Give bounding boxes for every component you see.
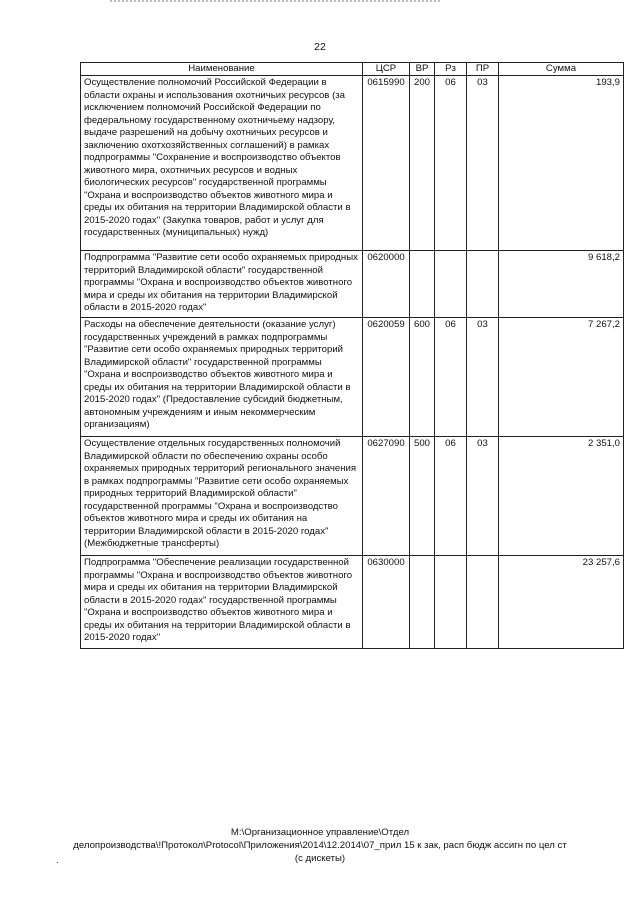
row-vr (410, 556, 435, 649)
row-name: Расходы на обеспечение деятельности (оказание услуг) государственных учреждений в рамках подпрограммы "Развитие сети особо охраняемых природных территорий Владимирской области" государственной программы "Охрана и воспроизводство объектов животного мира и среды их обитания на территории Владимирской области в 2015-2020 годах" (Предоставление субсидий бюджетным, автономным учреждениям и иным некоммерческим организациям) (81, 318, 363, 437)
row-rz: 06 (435, 437, 467, 556)
page-number: 22 (314, 41, 326, 53)
budget-table (80, 62, 624, 649)
row-rz (435, 556, 467, 649)
row-csr: 0620059 (363, 318, 410, 437)
row-rz: 06 (435, 318, 467, 437)
table-row (81, 76, 624, 251)
row-name: Подпрограмма "Обеспечение реализации государственной программы "Охрана и воспроизводство объектов животного мира и среды их обитания на территории Владимирской области в 2015-2020 годах" государственной программы "Охрана и воспроизводство объектов животного мира и среды их обитания на территории Владимирской области в 2015-2020 годах" (81, 556, 363, 649)
row-pr (467, 556, 499, 649)
row-csr: 0620000 (363, 251, 410, 318)
row-sum: 193,9 (499, 76, 624, 251)
row-sum: 2 351,0 (499, 437, 624, 556)
file-path-footer (40, 826, 600, 865)
row-csr: 0630000 (363, 556, 410, 649)
header-sum: Сумма (499, 63, 624, 76)
scan-dot: · (56, 857, 59, 867)
row-sum: 7 267,2 (499, 318, 624, 437)
footer-line-2: делопроизводства\!Протокол\Protocol\Приложения\2014\12.2014\07_прил 15 к зак, расп бюдж ассигн по цел ст (73, 840, 567, 851)
row-pr: 03 (467, 318, 499, 437)
row-rz: 06 (435, 76, 467, 251)
row-csr: 0627090 (363, 437, 410, 556)
row-sum: 23 257,6 (499, 556, 624, 649)
row-vr: 200 (410, 76, 435, 251)
header-rz: Рз (435, 63, 467, 76)
header-pr: ПР (467, 63, 499, 76)
header-vr: ВР (410, 63, 435, 76)
header-csr: ЦСР (363, 63, 410, 76)
table-row (81, 318, 624, 437)
row-name: Осуществление отдельных государственных полномочий Владимирской области по обеспечению охраны особо охраняемых природных территорий регионального значения в рамках подпрограммы "Развитие сети особо охраняемых природных территорий Владимирской области" государственной программы "Охрана и воспроизводство объектов животного мира и среды их обитания на территории Владимирской области в 2015-2020 годах" (Межбюджетные трансферты) (81, 437, 363, 556)
table-row (81, 437, 624, 556)
row-pr (467, 251, 499, 318)
row-vr: 600 (410, 318, 435, 437)
row-name: Подпрограмма "Развитие сети особо охраняемых природных территорий Владимирской области" государственной программы "Охрана и воспроизводство объектов животного мира и среды их обитания на территории Владимирской области в 2015-2020 годах" (81, 251, 363, 318)
table-row (81, 251, 624, 318)
footer-line-3: (с дискеты) (294, 853, 346, 864)
row-vr: 500 (410, 437, 435, 556)
row-vr (410, 251, 435, 318)
row-name: Осуществление полномочий Российской Федерации в области охраны и использования охотничьих ресурсов (за исключением полномочий Российской Федерации по федеральному государственному охотничьему надзору, выдаче разрешений на добычу охотничьих ресурсов и заключению охотхозяйственных соглашений) в рамках подпрограммы "Сохранение и воспроизводство объектов животного мира, охотничьих ресурсов и водных биологических ресурсов" государственной программы "Охрана и воспроизводство объектов животного мира и среды их обитания на территории Владимирской области в 2015-2020 годах" (Закупка товаров, работ и услуг для государственных (муниципальных) нужд) (81, 76, 363, 251)
row-sum: 9 618,2 (499, 251, 624, 318)
footer-line-1: М:\Организационное управление\Отдел (230, 827, 410, 838)
row-rz (435, 251, 467, 318)
row-csr: 0615990 (363, 76, 410, 251)
scan-artifact (110, 0, 440, 8)
table-header-row (81, 63, 624, 76)
header-name: Наименование (81, 63, 363, 76)
row-pr: 03 (467, 76, 499, 251)
table-row (81, 556, 624, 649)
row-pr: 03 (467, 437, 499, 556)
